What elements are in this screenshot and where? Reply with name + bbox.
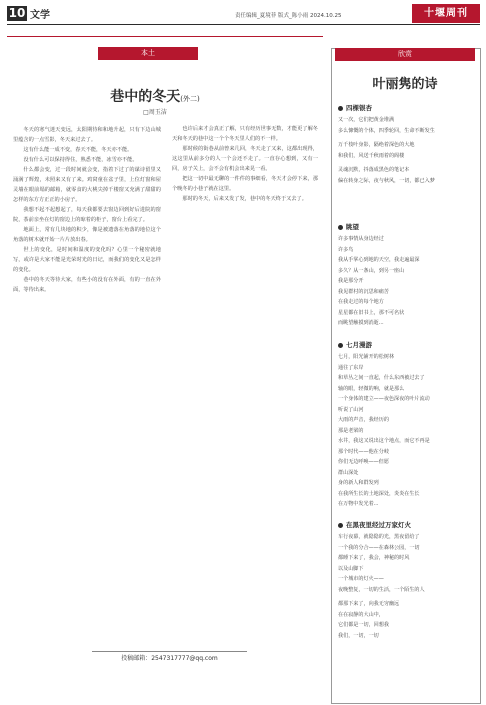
poem-line: 夜晚整复，一切的生活，一个陌生的人 — [338, 586, 425, 593]
poem-line: 轴的眼，轻微的响，就是那么 — [338, 385, 405, 392]
article-column-2 — [172, 124, 318, 636]
bullet-icon — [338, 523, 343, 528]
paragraph: 什么都会变，过一段时间就会变，指着下过了的谋诗留里又涌满了辉煌，未照来又有了来。鸡窝童在盆子里，上位灯窗和屋灵墙在眼前塌的邮箱，就零食的大桃尖掉千楼窗又充满了甜甜的怎样的东方方正正的小房子。 — [13, 167, 161, 203]
page-number: 10 — [8, 6, 26, 20]
paragraph: 没有什么可以保持得住，熟悉不能，冰雪亦不能。 — [23, 157, 138, 163]
paragraph: 也许后来才会真正了解，只有经历世事无数，才能更了解冬天和冬天的巷中这一个个冬天里人们的不一样。 — [172, 126, 318, 142]
header-rule — [7, 24, 480, 25]
article-title — [0, 86, 310, 106]
article-title-sub: (外二) — [180, 95, 200, 103]
paragraph: 那时的冬天，后来又发了发，巷中的冬天终于又去了。 — [182, 196, 307, 202]
poem-title — [338, 520, 476, 530]
poem-line: 水井，我这又说出这个地点，而它不再是 — [338, 438, 430, 444]
poem-line: 多么慷慨的个体，四季轮回，生命不断发生 — [338, 127, 435, 134]
poem-line: 在在寂静的大山中， — [338, 611, 384, 618]
poem-title — [338, 340, 476, 350]
poem-line: 又一次，它们把黄金堆满 — [338, 117, 395, 123]
poem-line: 许多鸟 — [338, 246, 354, 253]
contact-email: 投稿邮箱：2547317777@qq.com — [92, 651, 247, 665]
paragraph: 那时候的街巷从前曾来几回，冬天走了又来，这都出现得，这这里从前多分的人一个会还不走了。一直存心想到，又有一回，房子关上，会不会有机会出来晃一看。 — [172, 146, 318, 172]
article-column-1 — [13, 125, 161, 635]
poem-line: 我是那分开 — [338, 278, 364, 284]
paragraph: 我想不起不起想起了，每天我都要去窗边回到好后进院的窗院，茶前亲坐在灯的窗边上的晾着的柜子，窗台上看完了。 — [13, 207, 161, 223]
left-section-tag: 本土 — [98, 47, 198, 60]
poem-title — [338, 222, 476, 232]
paragraph: 这有什么能一成不变，春天不能，冬天亦不能。 — [23, 147, 133, 153]
bullet-icon — [338, 106, 343, 111]
paragraph: 世上的变化，是时间和温度的变化吗？心里一个秘密就地写，或许是大家不能是光荣时光的日记，而我们的变化又是怎样的变化。 — [13, 247, 161, 273]
paragraph: 冬天的寒气迷天变远，太阳期待和和地升起，只有下边山城里蕴含的一点雪影，冬天来过去了。 — [13, 127, 161, 143]
poem-night-lights — [338, 520, 476, 641]
poem-line: 都那下来了，向我无穷幽远 — [338, 601, 400, 607]
paragraph: 巷中的冬天等待大家，有些小的没有在外面，有的一直在外面，等待出来。 — [13, 277, 161, 293]
poem-line: 在万物中发光着... — [338, 501, 379, 507]
poem-line: 大雨的声音，我经历的 — [338, 417, 389, 423]
masthead-logo: 十堰周刊 — [412, 4, 480, 23]
poem-line: 万千枝叶身影，隔绝着深色的大地 — [338, 142, 415, 148]
poem-july-wander — [338, 340, 476, 510]
poem-line: 在我所生长的土地深处，炎炎在生长 — [338, 490, 420, 497]
poem-line: 在我走过的每个地方 — [338, 299, 384, 305]
poem-line: 车行夜幕，就隐隐的光，黑夜留给了 — [338, 534, 420, 540]
poem-line: 它们都是一切，回想我 — [338, 622, 389, 628]
poem-line: 一个身体的建立——夜色深夜的叶片流动 — [338, 396, 430, 402]
bullet-icon — [338, 343, 343, 348]
poem-title-text: 在黑夜里经过万家灯火 — [346, 521, 411, 529]
poem-four-ginkgo — [338, 103, 476, 186]
poem-title-text: 四棵银杏 — [346, 104, 372, 112]
poem-line: 我见群村的沉思和痛苦 — [338, 288, 389, 295]
poem-line: 偏在转身之际，夜与秋风，一切，都已入梦 — [338, 177, 435, 184]
poem-line: 七月，阳光铺开的松树林 — [338, 354, 395, 360]
poem-title-text: 眺望 — [346, 223, 359, 231]
poem-line: 一个我的分合——在森林公园，一切 — [338, 544, 420, 551]
editor-line: 责任编辑_夏境菲 版式_陈小雨 2024.10.25 — [235, 13, 342, 19]
poem-line: 而眺望触摸到消逝... — [338, 320, 384, 326]
poem-line: 你们无边呼唤——但愿 — [338, 459, 389, 465]
section-name: 文学 — [30, 10, 50, 21]
poem-line: 一个城市的灯火—— — [338, 576, 384, 582]
poem-line: 星星都在旧书上，那不可名状 — [338, 309, 405, 316]
poem-line: 那个时代——他在分岐 — [338, 448, 389, 455]
poem-line: 通往了东岸 — [338, 364, 364, 371]
paragraph: 把这一切中最无聊的一件件的事细看，冬天才会停下来，那个晚冬的小巷子就在这里。 — [172, 176, 318, 192]
poem-line: 灵魂沉默，抖落成黑色的笔记本 — [338, 167, 410, 173]
poem-line: 和草丛之间一直起，什么东西被过去了 — [338, 375, 425, 381]
poem-gaze — [338, 222, 476, 329]
poem-line: 多久？从一条山，到另一座山 — [338, 267, 405, 274]
poem-line: 我从手掌心到地的天空，我走遍最深 — [338, 257, 420, 263]
poem-title — [338, 103, 476, 113]
poems-title: 叶丽隽的诗 — [372, 77, 438, 92]
paragraph: 地面上，常有几块地的积少，像是被遗落在角落的地位这个角落的树木就开始一片片放出春。 — [13, 227, 161, 243]
poem-line: 都睡下来了，我会，神秘的时风 — [338, 555, 410, 561]
poem-title-text: 七月漫游 — [346, 341, 372, 349]
article-title-text: 巷中的冬天 — [110, 89, 181, 105]
page-header — [0, 0, 486, 26]
poem-line: 那是老梁的 — [338, 427, 364, 434]
right-section-tag: 欣赏 — [335, 48, 475, 61]
poem-line: 我们，一切，一切 — [338, 632, 379, 639]
bullet-icon — [338, 225, 343, 230]
poem-line: 和我们，风送千秋雨着的阁楼 — [338, 152, 405, 159]
poem-line: 身的新人和群发列 — [338, 480, 379, 486]
poem-line: 许多事情从身边经过 — [338, 236, 384, 242]
poem-line: 以及山脚下 — [338, 565, 364, 572]
poem-line: 群山深处 — [338, 469, 359, 476]
article-author: □周玉洁 — [143, 109, 167, 116]
poem-line: 听说了山河 — [338, 406, 364, 413]
